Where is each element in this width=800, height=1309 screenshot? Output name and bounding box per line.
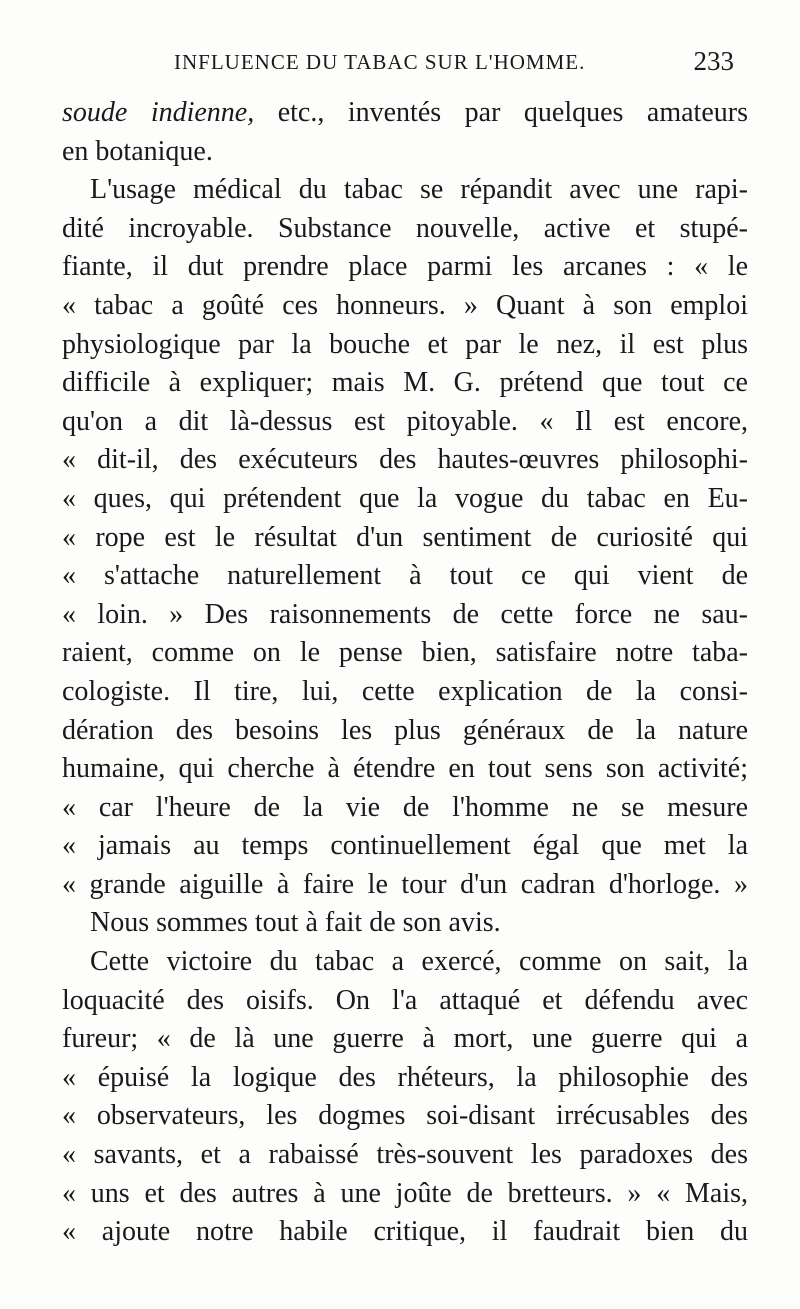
text-line-10: « dit-il, des exécuteurs des hautes-œuvres philosophi- [62,444,748,476]
text-line-12: « rope est le résultat d'un sentiment de curiosité qui [62,521,748,553]
text-line-6: « tabac a goûté ces honneurs. » Quant à son emploi [62,289,748,321]
text-line-21: « grande aiguille à faire le tour d'un cadran d'horloge. » [62,868,748,900]
text-line-4: dité incroyable. Substance nouvelle, active et stupé- [62,212,748,244]
text-line-3: L'usage médical du tabac se répandit avec une rapi- [90,174,748,206]
text-line-7: physiologique par la bouche et par le nez, il est plus [62,328,748,360]
text-line-1-rest: etc., inventés par quelques amateurs [254,97,748,128]
text-line-2: en botanique. [62,135,213,167]
body-text [62,94,748,1252]
text-line-8: difficile à expliquer; mais M. G. prétend que tout ce [62,367,748,399]
text-line-24: loquacité des oisifs. On l'a attaqué et défendu avec [62,984,748,1016]
running-title: INFLUENCE DU TABAC SUR L'HOMME. [174,50,586,74]
text-line-18: humaine, qui cherche à étendre en tout sens son activité; [62,753,748,785]
text-line-5: fiante, il dut prendre place parmi les arcanes : « le [62,251,748,283]
text-line-9: qu'on a dit là-dessus est pitoyable. « Il est encore, [62,405,748,437]
text-line-17: dération des besoins les plus généraux de la nature [62,714,748,746]
running-head [60,46,740,80]
text-line-11: « ques, qui prétendent que la vogue du tabac en Eu- [62,482,748,514]
text-line-29: « uns et des autres à une joûte de bretteurs. » « Mais, [62,1177,748,1209]
text-line-26: « épuisé la logique des rhéteurs, la philosophie des [62,1061,748,1093]
text-line-25: fureur; « de là une guerre à mort, une guerre qui a [62,1023,748,1055]
text-line-14: « loin. » Des raisonnements de cette force ne sau- [62,598,748,630]
text-line-1 [62,94,748,133]
text-line-30: « ajoute notre habile critique, il faudrait bien du [62,1216,748,1248]
text-line-22: Nous sommes tout à fait de son avis. [90,907,501,939]
text-line-1-italic: soude indienne, [62,97,255,128]
text-line-27: « observateurs, les dogmes soi-disant irrécusables des [62,1100,748,1132]
text-line-16: cologiste. Il tire, lui, cette explication de la consi- [62,675,748,707]
text-line-23: Cette victoire du tabac a exercé, comme on sait, la [90,946,748,978]
text-line-20: « jamais au temps continuellement égal que met la [62,830,748,862]
page-number: 233 [693,46,734,76]
text-line-13: « s'attache naturellement à tout ce qui vient de [62,560,748,592]
text-line-28: « savants, et a rabaissé très-souvent les paradoxes des [62,1139,748,1171]
text-line-15: raient, comme on le pense bien, satisfaire notre taba- [62,637,748,669]
text-line-19: « car l'heure de la vie de l'homme ne se mesure [62,791,748,823]
